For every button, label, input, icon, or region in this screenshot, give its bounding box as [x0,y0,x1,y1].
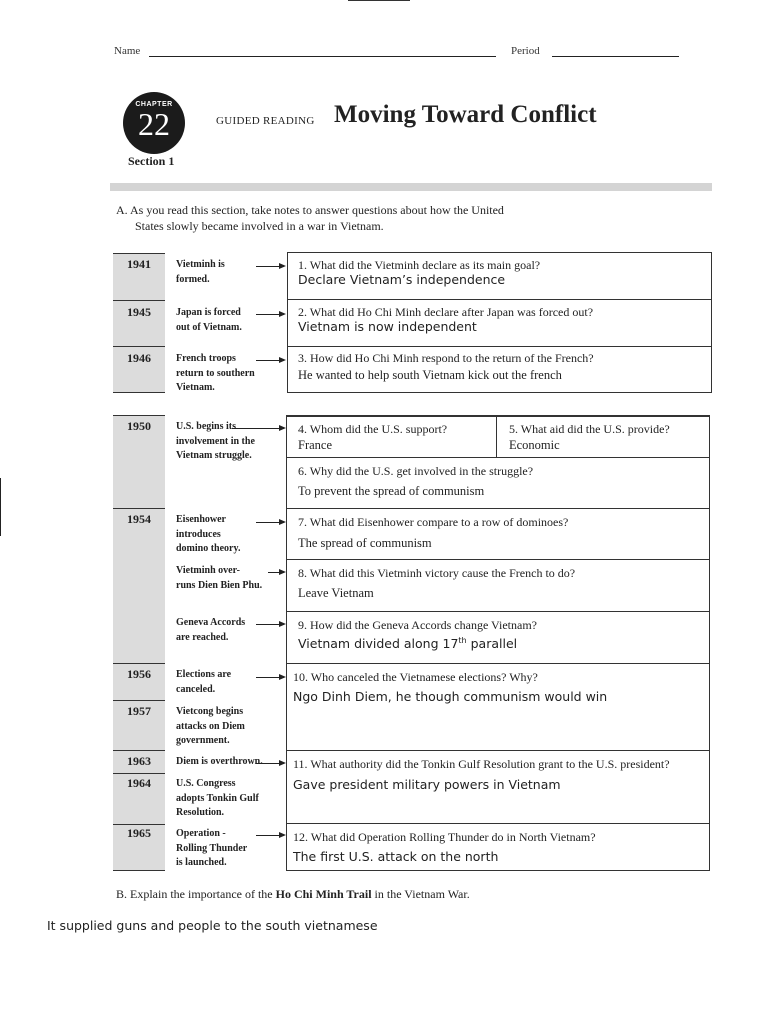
year-rule [113,346,165,347]
question-box-2 [287,299,712,347]
event-vietcong-attacks: Vietcong begins attacks on Diem government. [176,706,245,746]
year-rule [113,300,165,301]
year-rule [113,750,165,751]
year-rule [113,663,165,664]
arrow-right-icon [256,360,284,361]
answer-1[interactable]: Declare Vietnam’s independence [298,272,506,287]
event-dien-bien-phu: Vietminh over- runs Dien Bien Phu. [176,565,263,591]
chapter-number: 22 [138,106,170,142]
answer-2[interactable]: Vietnam is now independent [298,319,477,334]
question-box-4 [286,415,497,458]
arrow-right-icon [232,428,284,429]
year-rule [113,824,165,825]
year-1963: 1963 [127,754,151,768]
year-1965: 1965 [127,826,151,840]
chapter-badge [123,92,185,154]
question-box-1 [287,252,712,300]
question-10-text: 10. Who canceled the Vietnamese elections? Why? [293,670,538,684]
year-1945: 1945 [127,305,151,319]
top-rule [348,0,410,1]
question-box-7 [286,508,710,560]
question-6-text: 6. Why did the U.S. get involved in the struggle? [298,464,534,478]
part-a-instructions-line-2: States slowly became involved in a war in Vietnam. [135,219,384,233]
arrow-right-icon [268,572,284,573]
guided-reading-label: GUIDED READING [216,115,315,127]
question-1-text: 1. What did the Vietminh declare as its main goal? [298,258,541,272]
year-1946: 1946 [127,351,151,365]
answer-7[interactable]: The spread of communism [298,536,432,550]
event-japan-forced-out: Japan is forced out of Vietnam. [176,307,242,333]
year-column-upper [113,254,165,393]
part-a-instructions-line-1: A. As you read this section, take notes to answer questions about how the United [116,203,504,217]
event-french-return: French troops return to southern Vietnam. [176,353,255,393]
answer-6[interactable]: To prevent the spread of communism [298,484,485,498]
question-box-11 [286,750,710,824]
part-b-answer[interactable]: It supplied guns and people to the south vietnamese [47,918,378,933]
year-1964: 1964 [127,776,151,790]
section-label: Section 1 [128,154,175,168]
year-rule [113,508,165,509]
arrow-right-icon [256,314,284,315]
event-vietminh-formed: Vietminh is formed. [176,259,225,285]
question-2-text: 2. What did Ho Chi Minh declare after Japan was forced out? [298,305,594,319]
year-1950: 1950 [127,419,151,433]
header-divider [110,183,712,191]
page-title: Moving Toward Conflict [334,101,597,128]
year-1941: 1941 [127,257,151,271]
question-9-text: 9. How did the Geneva Accords change Vietnam? [298,618,537,632]
question-8-text: 8. What did this Vietminh victory cause the French to do? [298,566,576,580]
question-12-text: 12. What did Operation Rolling Thunder do in North Vietnam? [293,830,596,844]
period-label: Period [511,45,540,57]
chapter-label: CHAPTER [135,101,173,108]
arrow-right-icon [256,677,284,678]
year-rule [113,253,165,254]
arrow-right-icon [256,624,284,625]
year-rule [113,392,165,393]
year-1954: 1954 [127,512,151,526]
part-b-prompt: B. Explain the importance of the Ho Chi Minh Trail in the Vietnam War. [116,887,470,901]
answer-5[interactable]: Economic [509,438,560,452]
arrow-right-icon [256,763,284,764]
name-label: Name [114,45,141,57]
answer-4[interactable]: France [298,438,333,452]
arrow-right-icon [256,835,284,836]
event-rolling-thunder: Operation - Rolling Thunder is launched. [176,828,248,868]
year-rule [113,700,165,701]
year-1956: 1956 [127,667,151,681]
question-box-9 [286,611,710,664]
margin-mark [0,478,1,536]
question-5-text: 5. What aid did the U.S. provide? [509,422,670,436]
year-rule [113,773,165,774]
question-box-8 [286,559,710,612]
question-box-5 [496,415,710,458]
question-11-text: 11. What authority did the Tonkin Gulf Resolution grant to the U.S. president? [293,757,670,771]
answer-9[interactable]: Vietnam divided along 17th parallel [298,636,518,652]
period-field[interactable] [552,56,679,57]
answer-3[interactable]: He wanted to help south Vietnam kick out the french [298,368,562,382]
arrow-right-icon [256,266,284,267]
arrow-right-icon [256,522,284,523]
year-1957: 1957 [127,704,151,718]
event-domino-theory: Eisenhower introduces domino theory. [176,514,241,554]
year-rule [113,870,165,871]
year-rule [113,415,165,416]
event-elections-canceled: Elections are canceled. [176,669,232,695]
event-tonkin-gulf: U.S. Congress adopts Tonkin Gulf Resolution. [176,778,259,818]
question-3-text: 3. How did Ho Chi Minh respond to the return of the French? [298,351,594,365]
event-geneva-accords: Geneva Accords are reached. [176,617,246,643]
question-box-6 [286,457,710,509]
question-box-12 [286,823,710,871]
year-column-lower [113,416,165,871]
event-diem-overthrown: Diem is overthrown. [176,756,263,767]
answer-10[interactable]: Ngo Dinh Diem, he though communism would win [293,689,608,704]
answer-12[interactable]: The first U.S. attack on the north [293,849,499,864]
question-box-3 [287,346,712,393]
answer-8[interactable]: Leave Vietnam [298,586,374,600]
answer-11[interactable]: Gave president military powers in Vietnam [293,777,561,792]
question-box-10 [286,663,710,751]
question-4-text: 4. Whom did the U.S. support? [298,422,448,436]
question-7-text: 7. What did Eisenhower compare to a row of dominoes? [298,515,569,529]
name-field[interactable] [149,56,496,57]
event-us-involvement: U.S. begins its involvement in the Vietnam struggle. [176,421,255,461]
